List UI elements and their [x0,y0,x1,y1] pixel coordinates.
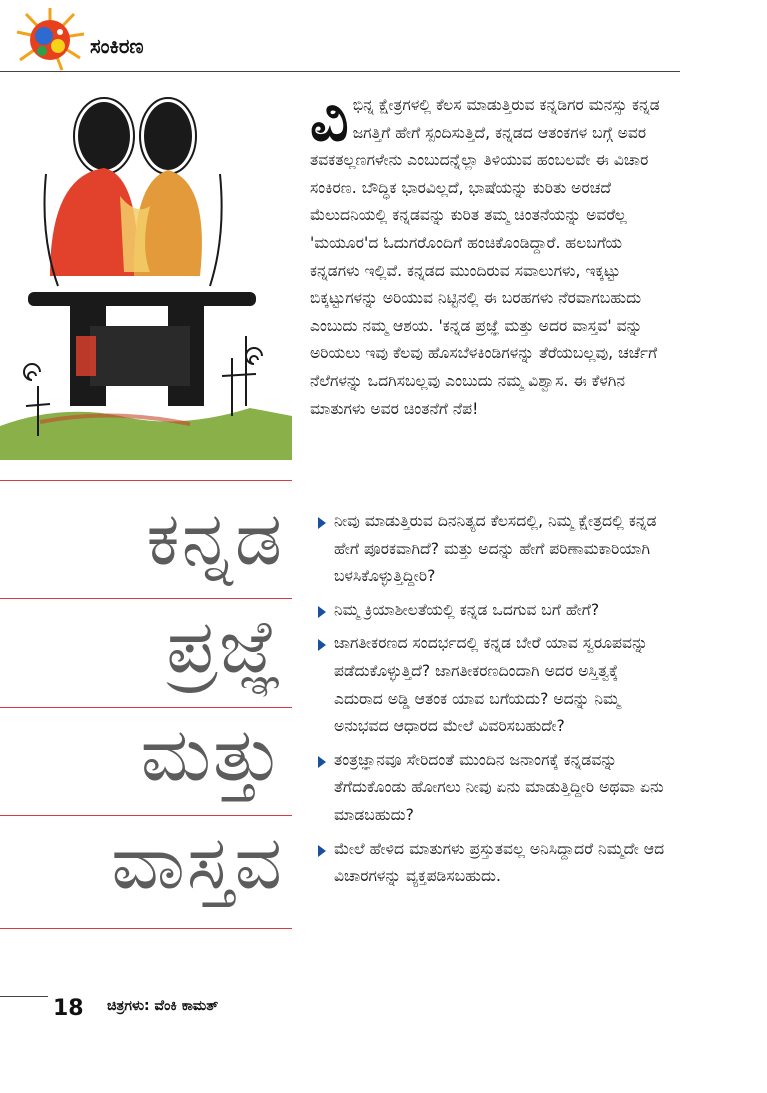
list-item [316,747,672,830]
title-line-1: ಕನ್ನಡ [146,496,284,582]
illustration-credit: ಚಿತ್ರಗಳು: ವೆಂಕಿ ಕಾಮತ್ [107,998,219,1014]
bullet-triangle-icon [318,517,326,529]
bullet-triangle-icon [318,845,326,857]
list-item [316,508,672,591]
title-line-4: ವಾಸ್ತವ [111,820,284,906]
list-item [316,836,672,891]
title-line-3: ಮತ್ತು [140,712,284,798]
intro-text: ಭಿನ್ನ ಕ್ಷೇತ್ರಗಳಲ್ಲಿ ಕೆಲಸ ಮಾಡುತ್ತಿರುವ ಕನ್ನಡಿಗರ ಮನಸ್ಸು ಕನ್ನಡ ಜಗತ್ತಿಗೆ ಹೇಗೆ ಸ್ಪಂದಿಸುತ್ತಿದೆ, ಕನ್ನಡದ ಆತಂಕಗಳ ಬಗ್ಗೆ ಅವರ ತವಕತಲ್ಲಣಗಳೇನು ಎಂಬುದನ್ನೆಲ್ಲಾ ತಿಳಿಯುವ ಹಂಬಲವೇ ಈ ವಿಚಾರ ಸಂಕಿರಣ. ಬೌದ್ಧಿಕ ಭಾರವಿಲ್ಲದೆ, ಭಾಷೆಯನ್ನು ಕುರಿತು ಅರಚದೆ ಮೆಲುದನಿಯಲ್ಲಿ ಕನ್ನಡವನ್ನು ಕುರಿತ ತಮ್ಮ ಚಿಂತನೆಯನ್ನು ಅವರೆಲ್ಲ 'ಮಯೂರ'ದ ಓದುಗರೊಂದಿಗೆ ಹಂಚಿಕೊಂಡಿದ್ದಾರೆ. ಹಲಬಗೆಯ ಕನ್ನಡಗಳು ಇಲ್ಲಿವೆ. ಕನ್ನಡದ ಮುಂದಿರುವ ಸವಾಲುಗಳು, ಇಕ್ಕಟ್ಟು ಬಿಕ್ಕಟ್ಟುಗಳನ್ನು ಅರಿಯುವ ನಿಟ್ಟಿನಲ್ಲಿ ಈ ಬರಹಗಳು ನೆರವಾಗಬಹುದು ಎಂಬುದು ನಮ್ಮ ಆಶಯ. 'ಕನ್ನಡ ಪ್ರಜ್ಞೆ ಮತ್ತು ಅದರ ವಾಸ್ತವ' ವನ್ನು ಅರಿಯಲು ಇವು ಕೆಲವು ಹೊಸಬೆಳಕಿಂಡಿಗಳನ್ನು ತೆರೆಯಬಲ್ಲವು, ಚರ್ಚೆಗೆ ನೆಲೆಗಳನ್ನು ಒದಗಿಸಬಲ್ಲವು ಎಂಬುದು ನಮ್ಮ ವಿಶ್ವಾಸ. ಈ ಕೆಳಗಿನ ಮಾತುಗಳು ಅವರ ಚಿಂತನೆಗೆ ನೆಪ! [310,96,660,418]
artwork-illustration [0,86,292,460]
list-item [316,630,672,740]
bullet-triangle-icon [318,606,326,618]
title-rule [0,815,292,816]
question-text: ಜಾಗತೀಕರಣದ ಸಂದರ್ಭದಲ್ಲಿ ಕನ್ನಡ ಬೇರೆ ಯಾವ ಸ್ವರೂಪವನ್ನು ಪಡೆದುಕೊಳ್ಳುತ್ತಿದೆ? ಜಾಗತೀಕರಣದಿಂದಾಗಿ ಅದರ ಅಸ್ತಿತ್ವಕ್ಕೆ ಎದುರಾದ ಅಡ್ಡಿ ಆತಂಕ ಯಾವ ಬಗೆಯದು? ಅದನ್ನು ನಿಮ್ಮ ಅನುಭವದ ಆಧಾರದ ಮೇಲೆ ವಿವರಿಸಬಹುದೇ? [334,634,648,736]
question-text: ತಂತ್ರಜ್ಞಾನವೂ ಸೇರಿದಂತೆ ಮುಂದಿನ ಜನಾಂಗಕ್ಕೆ ಕನ್ನಡವನ್ನು ತೆಗೆದುಕೊಂಡು ಹೋಗಲು ನೀವು ಏನು ಮಾಡುತ್ತಿದ್ದೀರಿ ಅಥವಾ ಏನು ಮಾಡಬಹುದು? [334,750,664,824]
page-number: 18 [53,996,84,1021]
list-item [316,597,672,625]
bullet-triangle-icon [318,756,326,768]
drop-cap: ವಿ [310,85,349,155]
title-rule [0,480,292,481]
question-text: ನಿಮ್ಮ ಕ್ರಿಯಾಶೀಲತೆಯಲ್ಲಿ ಕನ್ನಡ ಒದಗುವ ಬಗೆ ಹೇಗೆ? [334,600,600,619]
bullet-triangle-icon [318,639,326,651]
sun-face-logo [14,6,86,72]
questions-list [316,508,672,897]
intro-paragraph [310,85,672,423]
title-rule [0,928,292,929]
question-text: ಮೇಲೆ ಹೇಳಿದ ಮಾತುಗಳು ಪ್ರಸ್ತುತವಲ್ಲ ಅನಿಸಿದ್ದಾದರೆ ನಿಮ್ಮದೇ ಆದ ವಿಚಾರಗಳನ್ನು ವ್ಯಕ್ತಪಡಿಸಬಹುದು. [334,839,665,886]
question-text: ನೀವು ಮಾಡುತ್ತಿರುವ ದಿನನಿತ್ಯದ ಕೆಲಸದಲ್ಲಿ, ನಿಮ್ಮ ಕ್ಷೇತ್ರದಲ್ಲಿ ಕನ್ನಡ ಹೇಗೆ ಪೂರಕವಾಗಿದೆ? ಮತ್ತು ಅದನ್ನು ಹೇಗೆ ಪರಿಣಾಮಕಾರಿಯಾಗಿ ಬಳಸಿಕೊಳ್ಳುತ್ತಿದ್ದೀರಿ? [334,512,657,586]
header-divider [0,71,680,72]
title-line-2: ಪ್ರಜ್ಞೆ [166,604,284,690]
title-rule [0,598,292,599]
footer-divider [0,996,48,997]
section-title: ಸಂಕಿರಣ [90,34,144,58]
title-rule [0,707,292,708]
